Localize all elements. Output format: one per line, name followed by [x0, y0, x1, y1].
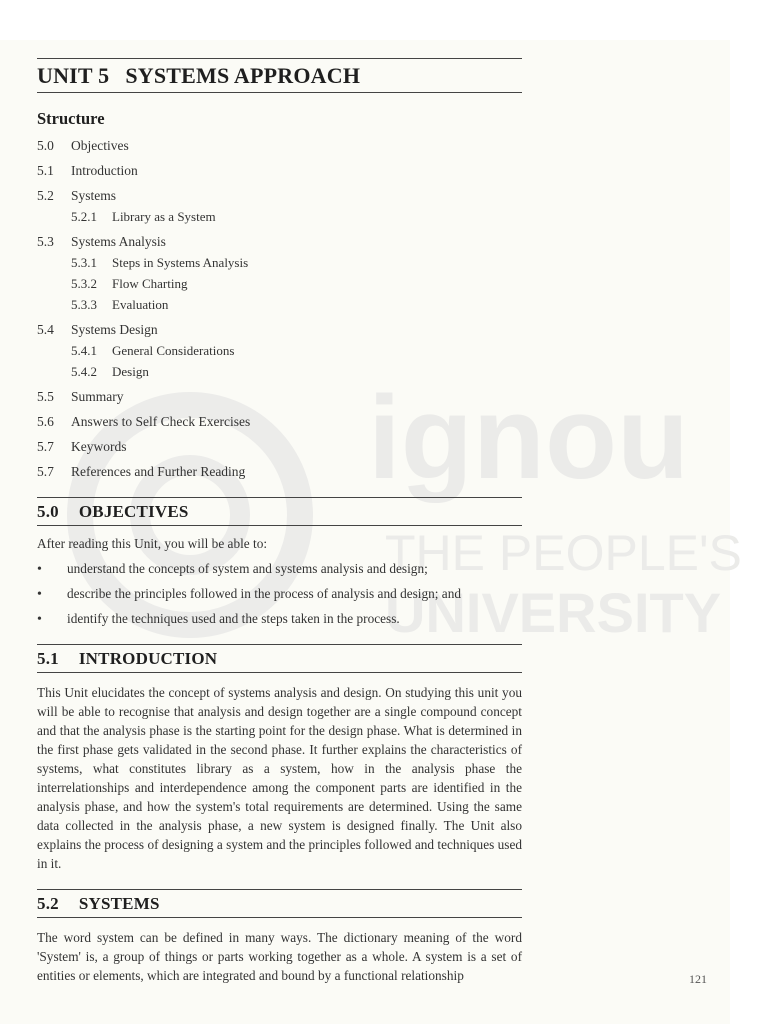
section-number: 5.2: [37, 894, 59, 913]
unit-number: UNIT 5: [37, 63, 110, 88]
toc-item: [37, 233, 522, 251]
objective-text: understand the concepts of system and systems analysis and design;: [67, 561, 428, 576]
toc-item: [37, 296, 522, 314]
introduction-paragraph: This Unit elucidates the concept of systems analysis and design. On studying this unit you will be able to recognise that analysis and design together are a single compound concept and that the analysis phase is the starting point for the design phase. What is determined in the first phase gets validated in the second phase. It further explains the characteristics of systems, what constitutes library as a system, how in the analysis phase the interrelationships and interdependence among the component parts are identified in the analysis phase, and how the system's total requirements are determined. Using the same data collected in the analysis phase, a new system is designed finally. The Unit also explains the process of designing a system and the principles followed and techniques used in it.: [37, 685, 522, 871]
toc-item-label: Introduction: [71, 163, 138, 178]
toc-item-number: 5.7: [37, 464, 54, 479]
section-number: 5.1: [37, 649, 59, 668]
section-heading-introduction: [37, 644, 522, 673]
toc-item: [37, 321, 522, 339]
toc-item-number: 5.3.2: [71, 276, 97, 291]
bullet-icon: [37, 582, 67, 607]
toc-item: [37, 388, 522, 406]
toc-item-label: Summary: [71, 389, 124, 404]
objective-text: describe the principles followed in the process of analysis and design; and: [67, 586, 461, 601]
toc-item-label: Systems Analysis: [71, 234, 166, 249]
section-title: INTRODUCTION: [78, 649, 218, 668]
objectives-list: [37, 557, 522, 632]
toc-item-number: 5.2: [37, 188, 54, 203]
unit-name: SYSTEMS APPROACH: [125, 63, 361, 88]
toc-item-number: 5.4.1: [71, 343, 97, 358]
objective-item: [37, 607, 522, 632]
objective-item: [37, 582, 522, 607]
toc-item: [37, 187, 522, 205]
watermark-peoples: THE PEOPLE'S: [385, 525, 742, 581]
toc-item-number: 5.2.1: [71, 209, 97, 224]
toc-item: [37, 162, 522, 180]
toc-item-label: General Considerations: [112, 343, 235, 358]
toc-item-label: Systems Design: [71, 322, 158, 337]
toc-item-number: 5.3: [37, 234, 54, 249]
section-number: 5.0: [37, 502, 59, 521]
toc-item-number: 5.3.3: [71, 297, 97, 312]
page-number: 121: [689, 972, 707, 986]
section-title: SYSTEMS: [78, 894, 160, 913]
bullet-icon: [37, 607, 67, 632]
watermark-university: UNIVERSITY: [385, 581, 722, 644]
objectives-intro: After reading this Unit, you will be able to:: [37, 536, 268, 551]
bullet-icon: [37, 557, 67, 582]
toc-item-label: Design: [112, 364, 149, 379]
section-heading-systems: [37, 889, 522, 918]
toc-item-number: 5.6: [37, 414, 54, 429]
toc-item: [37, 208, 522, 226]
toc-item-label: Objectives: [71, 138, 129, 153]
toc-item: [37, 342, 522, 360]
toc-item-number: 5.4.2: [71, 364, 97, 379]
toc-item-number: 5.1: [37, 163, 54, 178]
toc-item-label: Systems: [71, 188, 117, 203]
toc-item: [37, 363, 522, 381]
objective-text: identify the techniques used and the steps taken in the process.: [67, 611, 400, 626]
toc-item-number: 5.0: [37, 138, 54, 153]
toc-item-label: References and Further Reading: [71, 464, 246, 479]
toc-item-label: Library as a System: [112, 209, 216, 224]
toc-item: [37, 438, 522, 456]
systems-paragraph: The word system can be defined in many ways. The dictionary meaning of the word 'System' is, a group of things or parts working together as a whole. A system is a set of entities or elements, which are integrated and bound by a functional relationship: [37, 930, 522, 983]
structure-heading: Structure: [37, 109, 105, 128]
toc-item: [37, 254, 522, 272]
toc-item: [37, 275, 522, 293]
toc-item-number: 5.5: [37, 389, 54, 404]
unit-title-block: [37, 59, 522, 93]
section-title: OBJECTIVES: [78, 502, 189, 521]
table-of-contents: [37, 137, 522, 481]
toc-item: [37, 463, 522, 481]
toc-item-number: 5.3.1: [71, 255, 97, 270]
toc-item: [37, 413, 522, 431]
unit-title: [37, 63, 522, 89]
toc-item-number: 5.4: [37, 322, 54, 337]
watermark-ignou: ignou: [368, 372, 690, 504]
section-heading-objectives: [37, 497, 522, 526]
toc-item: [37, 137, 522, 155]
toc-item-label: Evaluation: [112, 297, 169, 312]
toc-item-label: Answers to Self Check Exercises: [71, 414, 251, 429]
page-content: [37, 58, 522, 985]
toc-item-label: Steps in Systems Analysis: [112, 255, 249, 270]
toc-item-label: Keywords: [71, 439, 127, 454]
objective-item: [37, 557, 522, 582]
toc-item-number: 5.7: [37, 439, 54, 454]
toc-item-label: Flow Charting: [112, 276, 188, 291]
